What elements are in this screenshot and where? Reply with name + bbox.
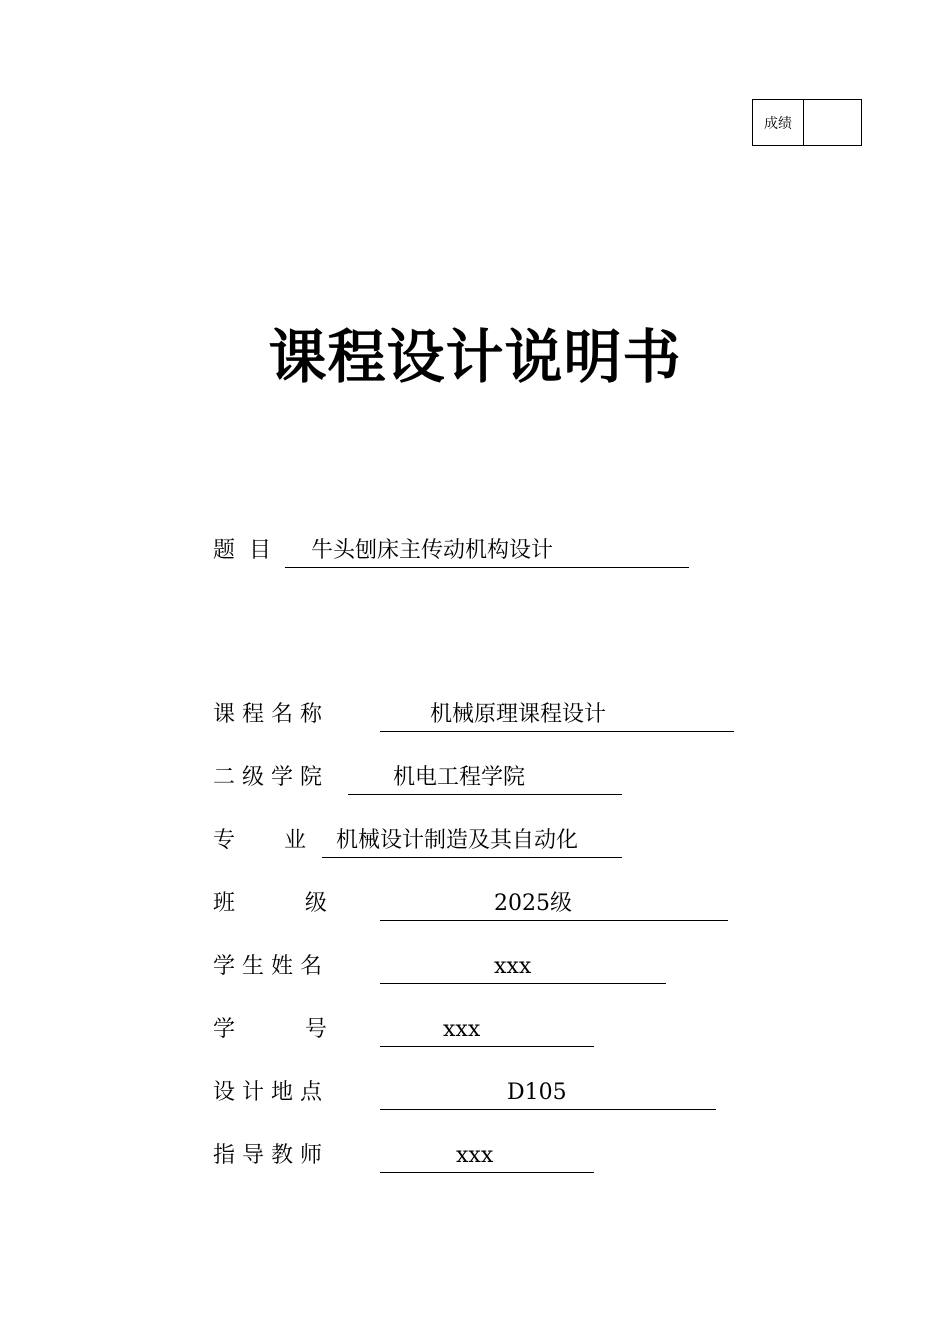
grade-label: 成绩 [753,100,804,145]
field-college-value: 机电工程学院 [393,765,526,790]
field-advisor [213,1142,494,1226]
field-course-value: 机械原理课程设计 [430,702,607,727]
field-class-value: 2025级 [494,891,572,916]
field-location-label: 设 计 地 点 [213,1080,322,1105]
field-class-label: 班 级 [213,891,327,916]
field-topic-value: 牛头刨床主传动机构设计 [311,538,554,563]
field-advisor-label: 指 导 教 师 [213,1143,322,1168]
field-course-label: 课 程 名 称 [213,702,322,727]
field-location-value: D105 [507,1080,567,1105]
field-advisor-line[interactable] [380,1142,594,1173]
field-student-label: 学 生 姓 名 [213,954,322,979]
field-major-label: 专 业 [213,828,306,853]
field-topic-line[interactable] [285,537,689,568]
field-major-value: 机械设计制造及其自动化 [336,828,579,853]
field-student-line[interactable] [380,953,666,984]
field-student-id-label: 学 号 [213,1017,327,1042]
field-college-label: 二 级 学 院 [213,765,322,790]
field-topic [213,537,554,621]
grade-box [752,99,862,146]
field-student-id-line[interactable] [380,1016,594,1047]
field-topic-label: 题 目 [213,538,271,563]
field-advisor-value: xxx [456,1143,494,1168]
field-student-value: xxx [494,954,532,979]
field-course-line[interactable] [380,701,734,732]
field-class-line[interactable] [380,890,728,921]
field-college-line[interactable] [348,764,622,795]
document-title: 课程设计说明书 [268,323,682,391]
grade-value[interactable] [804,100,861,145]
field-student-id-value: xxx [443,1017,481,1042]
field-location-line[interactable] [380,1079,716,1110]
field-major-line[interactable] [322,827,622,858]
